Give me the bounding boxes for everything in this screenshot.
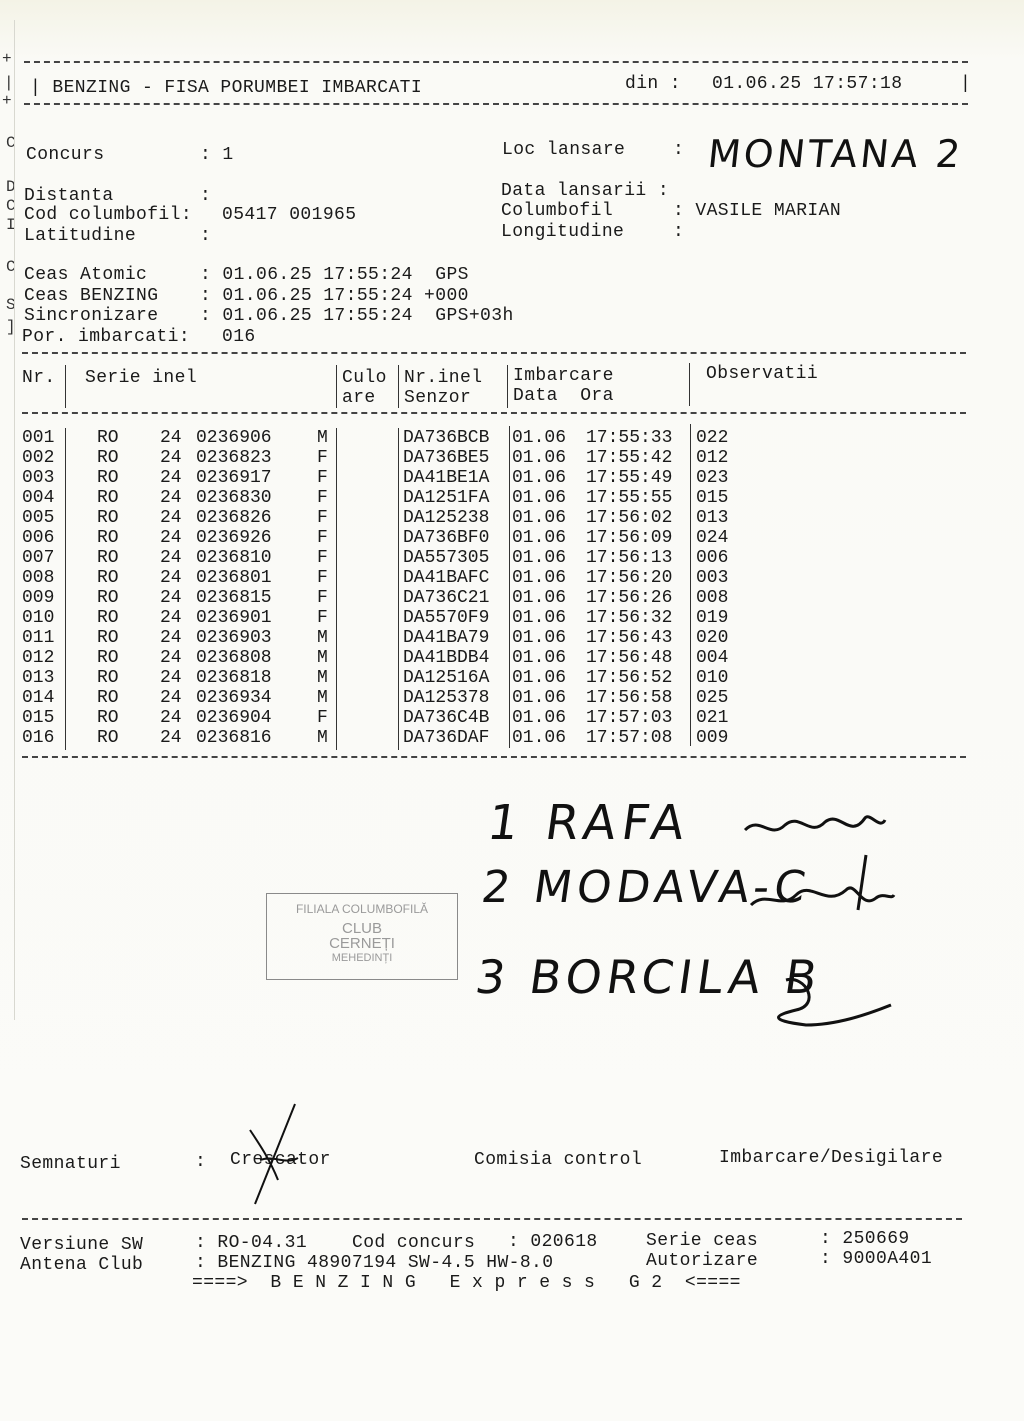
cell-tara: RO [97, 708, 119, 728]
handwritten-line-1: 1 RAFA [484, 795, 695, 851]
cell-senzor: DA12516A [403, 668, 490, 688]
cell-ora: 17:56:52 [586, 668, 673, 688]
cell-data: 01.06 [512, 608, 567, 628]
col-header-observatii: Observatii [706, 364, 819, 384]
concurs-value: : 1 [200, 145, 234, 165]
cell-sex: F [317, 468, 328, 488]
date-label: din : [625, 74, 682, 94]
column-divider [336, 428, 337, 750]
cell-inel: 0236815 [196, 588, 272, 608]
cell-nr: 002 [22, 448, 55, 468]
cell-data: 01.06 [512, 648, 567, 668]
cod-concurs-value: : 020618 [508, 1232, 598, 1252]
cell-inel: 0236816 [196, 728, 272, 748]
cell-data: 01.06 [512, 528, 567, 548]
cell-tara: RO [97, 568, 119, 588]
cell-senzor: DA557305 [403, 548, 490, 568]
autorizare-label: Autorizare [646, 1251, 759, 1271]
cell-data: 01.06 [512, 548, 567, 568]
cell-tara: RO [97, 588, 119, 608]
cell-ora: 17:56:48 [586, 648, 673, 668]
ceas-atomic-value: : 01.06.25 17:55:24 GPS [200, 265, 469, 285]
cell-sex: M [317, 728, 328, 748]
cell-tara: RO [97, 528, 119, 548]
loc-lansare-colon: : [673, 140, 685, 160]
cell-an: 24 [160, 728, 182, 748]
margin-mark: + [2, 92, 12, 110]
cell-ora: 17:55:55 [586, 488, 673, 508]
cell-inel: 0236903 [196, 628, 272, 648]
col-header-culoare-1: Culo [342, 368, 387, 388]
cell-sex: M [317, 628, 328, 648]
cell-senzor: DA41BE1A [403, 468, 490, 488]
cell-sex: M [317, 428, 328, 448]
cell-ora: 17:56:02 [586, 508, 673, 528]
antena-value: : BENZING 48907194 SW-4.5 HW-8.0 [195, 1253, 554, 1273]
cell-obs: 009 [696, 728, 729, 748]
cell-senzor: DA736C4B [403, 708, 490, 728]
cell-sex: F [317, 708, 328, 728]
stamp-line-3: CERNEȚI [329, 935, 395, 952]
col-header-nrinel-2: Senzor [404, 388, 472, 408]
cell-an: 24 [160, 628, 182, 648]
serie-ceas-label: Serie ceas [646, 1231, 759, 1251]
cell-obs: 015 [696, 488, 729, 508]
cell-sex: F [317, 448, 328, 468]
cell-obs: 006 [696, 548, 729, 568]
cell-sex: M [317, 688, 328, 708]
cell-obs: 021 [696, 708, 729, 728]
cell-senzor: DA736BCB [403, 428, 490, 448]
cell-nr: 016 [22, 728, 55, 748]
cell-senzor: DA125238 [403, 508, 490, 528]
longitudine-value: : [673, 222, 685, 242]
cell-an: 24 [160, 428, 182, 448]
table-row [0, 428, 1024, 448]
cell-nr: 001 [22, 428, 55, 448]
header-bar: | [960, 74, 972, 94]
cell-data: 01.06 [512, 728, 567, 748]
handwritten-line-3: 3 BORCILA B [472, 950, 826, 1004]
cell-ora: 17:56:43 [586, 628, 673, 648]
cell-inel: 0236926 [196, 528, 272, 548]
semnaturi-label: Semnaturi [20, 1154, 121, 1174]
club-stamp [266, 893, 458, 980]
signature-mark [240, 1100, 310, 1210]
scribble-mark [740, 800, 890, 850]
cell-an: 24 [160, 468, 182, 488]
margin-mark: | [4, 74, 14, 92]
cell-data: 01.06 [512, 688, 567, 708]
cell-inel: 0236801 [196, 568, 272, 588]
handwritten-line-2: 2 MODAVA-C [478, 862, 814, 913]
cell-inel: 0236808 [196, 648, 272, 668]
header-divider [689, 363, 690, 406]
cell-sex: F [317, 588, 328, 608]
cell-an: 24 [160, 648, 182, 668]
cell-sex: M [317, 668, 328, 688]
cell-ora: 17:56:26 [586, 588, 673, 608]
cell-senzor: DA125378 [403, 688, 490, 708]
cell-obs: 023 [696, 468, 729, 488]
header-bottom-rule [24, 103, 968, 105]
cell-inel: 0236818 [196, 668, 272, 688]
column-divider [398, 428, 399, 750]
table-row [0, 728, 1024, 748]
cell-an: 24 [160, 528, 182, 548]
cell-sex: F [317, 528, 328, 548]
margin-mark: D [6, 178, 16, 196]
cell-ora: 17:56:32 [586, 608, 673, 628]
cell-data: 01.06 [512, 488, 567, 508]
cell-an: 24 [160, 508, 182, 528]
cell-nr: 009 [22, 588, 55, 608]
cell-tara: RO [97, 508, 119, 528]
cell-tara: RO [97, 648, 119, 668]
table-row [0, 468, 1024, 488]
cell-data: 01.06 [512, 708, 567, 728]
cell-senzor: DA1251FA [403, 488, 490, 508]
cell-obs: 008 [696, 588, 729, 608]
cell-data: 01.06 [512, 568, 567, 588]
cell-inel: 0236830 [196, 488, 272, 508]
table-row [0, 648, 1024, 668]
margin-mark: C [6, 134, 16, 152]
cell-tara: RO [97, 668, 119, 688]
table-row [0, 448, 1024, 468]
cell-nr: 010 [22, 608, 55, 628]
por-imbarcati-label: Por. imbarcati: [22, 327, 191, 347]
concurs-label: Concurs [26, 145, 105, 165]
cell-inel: 0236934 [196, 688, 272, 708]
cell-senzor: DA41BA79 [403, 628, 490, 648]
header-divider [336, 365, 337, 408]
comisia-label: Comisia control [474, 1150, 643, 1170]
cell-nr: 011 [22, 628, 55, 648]
cell-data: 01.06 [512, 428, 567, 448]
table-row [0, 628, 1024, 648]
serie-ceas-value: : 250669 [820, 1229, 910, 1249]
scribble-mark [746, 850, 896, 920]
table-row [0, 548, 1024, 568]
cell-an: 24 [160, 608, 182, 628]
cell-an: 24 [160, 448, 182, 468]
col-header-serie: Serie inel [85, 368, 198, 388]
cell-sex: F [317, 488, 328, 508]
col-header-nrinel-1: Nr.inel [404, 368, 483, 388]
cell-sex: F [317, 508, 328, 528]
header-divider [398, 365, 399, 408]
cell-ora: 17:55:42 [586, 448, 673, 468]
cell-inel: 0236906 [196, 428, 272, 448]
longitudine-label: Longitudine [501, 222, 625, 242]
cell-ora: 17:56:20 [586, 568, 673, 588]
cell-inel: 0236917 [196, 468, 272, 488]
footer-banner: ====> B E N Z I N G E x p r e s s G 2 <==== [192, 1273, 741, 1293]
cell-ora: 17:56:58 [586, 688, 673, 708]
cell-tara: RO [97, 468, 119, 488]
cell-data: 01.06 [512, 588, 567, 608]
table-header-rule [22, 412, 966, 414]
cell-senzor: DA41BDB4 [403, 648, 490, 668]
header-top-rule [24, 61, 968, 63]
autorizare-value: : 9000A401 [820, 1249, 933, 1269]
cell-inel: 0236823 [196, 448, 272, 468]
margin-mark: I [6, 216, 16, 234]
cod-columbofil-value: 05417 001965 [222, 205, 357, 225]
table-row [0, 688, 1024, 708]
latitudine-value: : [200, 226, 212, 246]
table-row [0, 668, 1024, 688]
cell-data: 01.06 [512, 628, 567, 648]
cell-an: 24 [160, 548, 182, 568]
header-divider [507, 365, 508, 408]
cell-an: 24 [160, 588, 182, 608]
cell-ora: 17:56:09 [586, 528, 673, 548]
col-header-nr: Nr. [22, 368, 56, 388]
cell-tara: RO [97, 548, 119, 568]
cod-concurs-label: Cod concurs [352, 1233, 476, 1253]
cell-nr: 007 [22, 548, 55, 568]
cell-obs: 022 [696, 428, 729, 448]
cell-obs: 020 [696, 628, 729, 648]
cell-tara: RO [97, 728, 119, 748]
document-title: | BENZING - FISA PORUMBEI IMBARCATI [30, 78, 423, 98]
cell-inel: 0236904 [196, 708, 272, 728]
cell-an: 24 [160, 688, 182, 708]
cell-senzor: DA736BE5 [403, 448, 490, 468]
antena-label: Antena Club [20, 1255, 144, 1275]
column-divider [690, 424, 691, 746]
ceas-atomic-label: Ceas Atomic [24, 265, 148, 285]
footer-rule [22, 1218, 962, 1220]
cell-nr: 008 [22, 568, 55, 588]
cell-an: 24 [160, 708, 182, 728]
cell-senzor: DA736BF0 [403, 528, 490, 548]
cell-obs: 025 [696, 688, 729, 708]
distanta-label: Distanta [24, 186, 114, 206]
cod-columbofil-label: Cod columbofil: [24, 205, 193, 225]
loc-lansare-label: Loc lansare [502, 140, 626, 160]
cell-senzor: DA5570F9 [403, 608, 490, 628]
cell-tara: RO [97, 608, 119, 628]
cell-data: 01.06 [512, 448, 567, 468]
cell-obs: 019 [696, 608, 729, 628]
stamp-line-2: CLUB [341, 920, 382, 937]
cell-nr: 012 [22, 648, 55, 668]
ceas-benzing-label: Ceas BENZING [24, 286, 159, 306]
cell-tara: RO [97, 688, 119, 708]
cell-sex: F [317, 548, 328, 568]
cell-inel: 0236901 [196, 608, 272, 628]
column-divider [509, 426, 510, 748]
versiune-label: Versiune SW [20, 1235, 144, 1255]
cell-data: 01.06 [512, 508, 567, 528]
stamp-line-1: FILIALA COLUMBOFILĂ [295, 902, 429, 916]
cell-nr: 014 [22, 688, 55, 708]
margin-mark: C [6, 258, 16, 276]
table-row [0, 588, 1024, 608]
margin-mark: + [2, 50, 12, 68]
cell-tara: RO [97, 628, 119, 648]
data-lansarii-label: Data lansarii : [501, 181, 670, 201]
cell-obs: 012 [696, 448, 729, 468]
crescator-label: Crescator [230, 1150, 331, 1170]
col-header-imbarcare-2: Data Ora [513, 386, 614, 406]
col-header-culoare-2: are [342, 388, 376, 408]
cell-an: 24 [160, 668, 182, 688]
cell-nr: 006 [22, 528, 55, 548]
margin-mark: C [6, 197, 16, 215]
cell-ora: 17:57:08 [586, 728, 673, 748]
table-row [0, 488, 1024, 508]
cell-obs: 013 [696, 508, 729, 528]
cell-ora: 17:55:33 [586, 428, 673, 448]
cell-data: 01.06 [512, 668, 567, 688]
cell-inel: 0236810 [196, 548, 272, 568]
ceas-benzing-value: : 01.06.25 17:55:24 +000 [200, 286, 469, 306]
table-bottom-rule [22, 756, 966, 758]
col-header-imbarcare-1: Imbarcare [513, 366, 614, 386]
versiune-value: : RO-04.31 [195, 1233, 308, 1253]
table-row [0, 608, 1024, 628]
margin-mark: ] [6, 318, 16, 336]
cell-obs: 024 [696, 528, 729, 548]
cell-obs: 010 [696, 668, 729, 688]
cell-an: 24 [160, 488, 182, 508]
cell-senzor: DA41BAFC [403, 568, 490, 588]
table-row [0, 508, 1024, 528]
table-top-rule [22, 352, 966, 354]
cell-ora: 17:56:13 [586, 548, 673, 568]
date-value: 01.06.25 17:57:18 [712, 74, 903, 94]
table-row [0, 708, 1024, 728]
cell-sex: M [317, 648, 328, 668]
distanta-value: : [200, 186, 212, 206]
cell-senzor: DA736C21 [403, 588, 490, 608]
sincronizare-value: : 01.06.25 17:55:24 GPS+03h [200, 306, 514, 326]
cell-tara: RO [97, 488, 119, 508]
columbofil-label: Columbofil [501, 201, 614, 221]
imbarcare-desigilare-label: Imbarcare/Desigilare [719, 1148, 944, 1168]
cell-obs: 004 [696, 648, 729, 668]
table-row [0, 568, 1024, 588]
cell-data: 01.06 [512, 468, 567, 488]
sincronizare-label: Sincronizare [24, 306, 159, 326]
cell-sex: F [317, 608, 328, 628]
column-divider [65, 428, 66, 750]
cell-senzor: DA736DAF [403, 728, 490, 748]
cell-nr: 004 [22, 488, 55, 508]
cell-tara: RO [97, 448, 119, 468]
cell-obs: 003 [696, 568, 729, 588]
cell-nr: 003 [22, 468, 55, 488]
por-imbarcati-value: 016 [222, 327, 256, 347]
stamp-line-4: MEHEDINȚI [331, 952, 393, 964]
loc-lansare-handwritten: MONTANA 2 [705, 132, 966, 176]
header-divider [65, 365, 66, 408]
semnaturi-colon: : [195, 1152, 207, 1172]
latitudine-label: Latitudine [24, 226, 137, 246]
table-row [0, 528, 1024, 548]
cell-nr: 005 [22, 508, 55, 528]
columbofil-value: : VASILE MARIAN [673, 201, 842, 221]
cell-nr: 013 [22, 668, 55, 688]
margin-mark: S [6, 296, 16, 314]
cell-nr: 015 [22, 708, 55, 728]
cell-ora: 17:55:49 [586, 468, 673, 488]
cell-inel: 0236826 [196, 508, 272, 528]
scribble-mark [746, 970, 896, 1030]
cell-ora: 17:57:03 [586, 708, 673, 728]
cell-sex: F [317, 568, 328, 588]
cell-an: 24 [160, 568, 182, 588]
cell-tara: RO [97, 428, 119, 448]
